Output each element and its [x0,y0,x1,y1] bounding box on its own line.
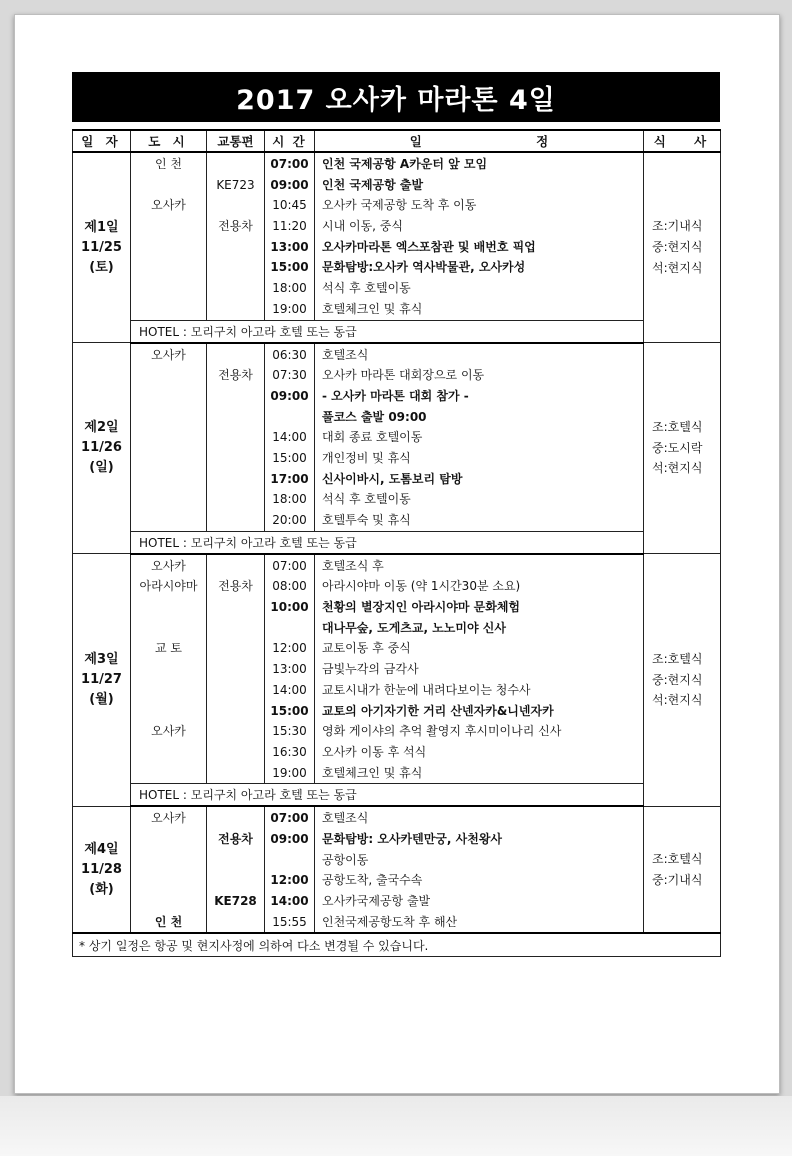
day-row [73,152,721,320]
day-weekday: (일) [89,460,114,476]
transport-cell [207,597,264,618]
meals-cell [644,152,721,343]
transport-cell [207,870,264,891]
transport-cell [207,469,264,490]
time-cell: 08:00 [272,579,307,594]
day-label [73,554,131,807]
schedule-item: 호텔체크인 및 휴식 [322,765,423,780]
transport-cell [207,556,264,577]
city-cell [131,257,206,278]
transport-cell [207,659,264,680]
city-column [131,343,207,532]
city-cell [131,427,206,448]
note-row [73,933,721,957]
time-cell [265,407,314,428]
city-cell [131,829,206,850]
meal-item: 석:현지식 [652,461,703,476]
time-cell: 12:00 [272,641,307,656]
city-cell [131,278,206,299]
transport-cell [207,618,264,639]
time-cell: 13:00 [270,239,309,254]
meal-item: 중:현지식 [652,672,703,687]
time-cell: 18:00 [272,492,307,507]
city-column [131,806,207,933]
day-label [73,343,131,554]
time-column [265,152,315,320]
time-cell: 10:00 [270,600,309,615]
meals-cell [644,343,721,554]
city-cell [131,763,206,784]
time-cell: 11:20 [272,219,307,234]
schedule-item: 호텔조식 [322,347,369,362]
day-row [73,806,721,933]
transport-cell: KE723 [216,177,255,192]
event-column [315,554,644,784]
city-cell: 오사카 [151,347,186,362]
city-cell [131,850,206,871]
city-cell [131,386,206,407]
event-column [315,152,644,320]
transport-cell [207,489,264,510]
time-cell: 10:45 [272,198,307,213]
meals-cell [644,806,721,933]
city-cell: 오사카 [151,811,186,826]
meals-cell [644,554,721,807]
schedule-item: 풀코스 출발 09:00 [322,409,427,424]
transport-cell: 전용차 [218,219,253,234]
day-day: 제2일 [84,420,119,436]
header-row [73,130,721,152]
itinerary-table [72,129,721,957]
event-column [315,806,644,933]
meal-item: 중:기내식 [652,872,703,887]
event-column [315,343,644,532]
time-cell: 07:00 [270,157,309,171]
time-cell: 07:30 [272,368,307,383]
day-row [73,554,721,784]
meal-item: 조:기내식 [652,219,703,234]
itinerary-body [73,152,721,957]
schedule-item: 호텔조식 후 [322,558,384,573]
transport-cell [207,763,264,784]
day-date: 11/28 [81,861,122,877]
schedule-item: 인천 국제공항 출발 [322,177,424,192]
time-cell: 07:00 [270,811,309,826]
city-cell: 아라시야마 [139,579,198,594]
time-cell: 20:00 [272,513,307,527]
city-cell [131,618,206,639]
time-cell: 15:00 [272,450,307,465]
city-cell [131,365,206,386]
transport-cell [207,154,264,175]
time-cell: 14:00 [272,682,307,697]
schedule-item: 문화탐방:오사카 역사박물관, 오사카성 [322,260,526,275]
transport-cell: 전용차 [218,368,253,383]
schedule-item: 오사카마라톤 엑스포참관 및 배번호 픽업 [322,239,536,254]
time-cell [265,850,314,871]
day-label [73,806,131,933]
transport-cell [207,278,264,299]
transport-cell [207,510,264,531]
time-cell: 15:00 [270,260,309,275]
day-date: 11/25 [81,239,122,255]
transport-column [207,152,265,320]
day-date: 11/26 [81,440,122,456]
city-cell [131,216,206,237]
time-cell: 09:00 [270,388,309,403]
time-cell: 12:00 [270,873,309,888]
time-cell: 07:00 [272,558,307,573]
city-cell [131,469,206,490]
city-cell: 인 천 [154,914,183,929]
city-cell [131,510,206,531]
schedule-item: 금빛누각의 금각사 [322,662,419,677]
hotel-info: HOTEL : 모리구치 아고라 호텔 또는 동급 [131,320,644,343]
city-cell: 오사카 [151,198,186,213]
transport-column [207,806,265,933]
city-cell [131,891,206,912]
schedule-item: 호텔체크인 및 휴식 [322,301,423,316]
transport-cell [207,427,264,448]
day-weekday: (월) [89,691,114,707]
header-schedule: 일 정 [315,130,644,152]
transport-cell [207,345,264,366]
transport-cell: 전용차 [218,579,253,594]
city-cell [131,237,206,258]
hotel-row [73,320,721,343]
day-day: 제4일 [84,841,119,857]
transport-cell [207,257,264,278]
schedule-item: 오사카 국제공항 도착 후 이동 [322,198,477,213]
schedule-item: 시내 이동, 중식 [322,219,403,234]
schedule-item: 인천 국제공항 A카운터 앞 모임 [322,157,488,171]
city-cell: 인 천 [155,157,182,171]
header-city: 도 시 [131,130,207,152]
notice-text: * 상기 일정은 항공 및 현지사정에 의하여 다소 변경될 수 있습니다. [73,933,721,957]
schedule-item: 교토이동 후 중식 [322,641,411,656]
city-cell [131,659,206,680]
transport-cell [207,850,264,871]
time-cell: 18:00 [272,281,307,296]
header-transport: 교통편 [207,130,265,152]
city-cell [131,597,206,618]
schedule-item: 인천국제공항도착 후 해산 [322,914,458,929]
time-cell: 15:30 [272,724,307,739]
transport-cell [207,195,264,216]
schedule-item: 개인정비 및 휴식 [322,450,411,465]
transport-cell: 전용차 [218,831,253,846]
transport-cell [207,237,264,258]
time-cell: 15:55 [272,914,307,929]
hotel-info: HOTEL : 모리구치 아고라 호텔 또는 동급 [131,531,644,554]
schedule-item: 공항도착, 출국수속 [322,873,423,888]
city-cell [131,701,206,722]
schedule-item: 공항이동 [322,852,369,867]
city-column [131,554,207,784]
city-cell: 교 토 [155,641,182,656]
schedule-item: 대나무숲, 도게츠교, 노노미야 신사 [322,620,506,635]
transport-cell [207,407,264,428]
meal-item: 조:호텔식 [652,651,703,666]
city-column [131,152,207,320]
transport-cell [207,912,264,933]
hotel-info: HOTEL : 모리구치 아고라 호텔 또는 동급 [131,784,644,807]
time-cell: 19:00 [272,301,307,316]
time-column [265,806,315,933]
transport-cell [207,638,264,659]
transport-cell [207,680,264,701]
schedule-item: 문화탐방: 오사카텐만궁, 사천왕사 [322,831,503,846]
time-cell: 16:30 [272,744,307,759]
schedule-item: 석식 후 호텔이동 [322,492,411,507]
city-cell [131,680,206,701]
schedule-item: 오사카 이동 후 석식 [322,744,427,759]
schedule-item: - 오사카 마라톤 대회 참가 - [322,388,469,403]
meal-item: 석:현지식 [652,693,703,708]
meal-item: 중:현지식 [652,240,703,255]
schedule-item: 호텔투숙 및 휴식 [322,513,411,527]
hotel-row [73,531,721,554]
transport-cell: KE728 [214,894,257,908]
meal-item: 조:호텔식 [652,851,703,866]
transport-cell [207,742,264,763]
time-column [265,554,315,784]
day-row [73,343,721,532]
meal-item: 중:도시락 [652,440,703,455]
hotel-row [73,784,721,807]
city-cell [131,175,206,196]
header-date: 일 자 [73,130,131,152]
schedule-item: 오사카국제공항 출발 [322,894,431,908]
time-cell: 14:00 [270,894,309,908]
schedule-item: 교토의 아기자기한 거리 산넨자카&니넨자카 [322,703,554,718]
day-day: 제3일 [84,651,119,667]
time-cell: 19:00 [272,765,307,780]
transport-cell [207,448,264,469]
schedule-item: 대회 종료 호텔이동 [322,430,423,445]
header-meals: 식 사 [644,130,721,152]
time-cell: 15:00 [270,703,309,718]
time-column [265,343,315,532]
meal-item: 석:현지식 [652,260,703,275]
time-cell: 17:00 [270,471,309,486]
day-weekday: (화) [89,881,114,897]
transport-column [207,343,265,532]
meal-item: 조:호텔식 [652,420,703,435]
city-cell [131,407,206,428]
schedule-item: 아라시야마 이동 (약 1시간30분 소요) [322,579,521,594]
time-cell: 09:00 [270,177,309,192]
transport-cell [207,299,264,320]
transport-cell [207,721,264,742]
day-date: 11/27 [81,671,122,687]
schedule-item: 신사이바시, 도톰보리 탐방 [322,471,463,486]
city-cell: 오사카 [151,724,186,739]
city-cell [131,299,206,320]
header-time: 시 간 [265,130,315,152]
schedule-item: 석식 후 호텔이동 [322,281,411,296]
city-cell [131,448,206,469]
schedule-item: 천황의 별장지인 아라시야마 문화체험 [322,600,521,615]
day-weekday: (토) [89,259,114,275]
transport-cell [207,386,264,407]
schedule-item: 영화 게이샤의 추억 촬영지 후시미이나리 신사 [322,724,562,739]
city-cell: 오사카 [151,558,186,573]
time-cell: 09:00 [270,831,309,846]
city-cell [131,870,206,891]
time-cell: 14:00 [272,430,307,445]
page-title: 2017 오사카 마라톤 4일 [72,72,720,122]
day-label [73,152,131,343]
schedule-item: 호텔조식 [322,811,369,826]
transport-cell [207,808,264,829]
city-cell [131,742,206,763]
schedule-item: 오사카 마라톤 대회장으로 이동 [322,368,485,383]
time-cell [265,618,314,639]
transport-column [207,554,265,784]
page-shadow [0,1096,792,1156]
transport-cell [207,701,264,722]
city-cell [131,489,206,510]
schedule-item: 교토시내가 한눈에 내려다보이는 청수사 [322,682,531,697]
day-day: 제1일 [84,219,119,235]
time-cell: 13:00 [272,662,307,677]
time-cell: 06:30 [272,347,307,362]
